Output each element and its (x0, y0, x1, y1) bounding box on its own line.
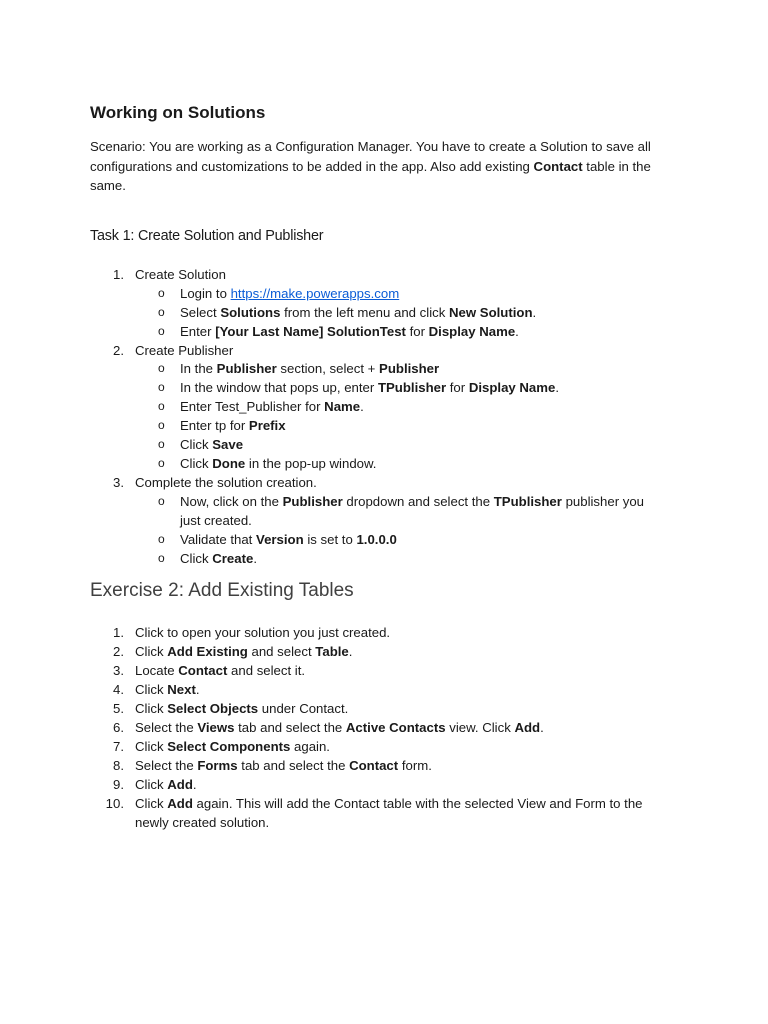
bullet-icon: o (158, 286, 165, 300)
bullet-icon: o (158, 305, 165, 319)
bullet-icon: o (158, 324, 165, 338)
list-number: 1. (113, 267, 124, 282)
list-number: 2. (113, 644, 124, 659)
sub-list-item-continuation: just created. (180, 513, 252, 528)
bullet-icon: o (158, 551, 165, 565)
sub-list-item: In the window that pops up, enter TPublisher for Display Name. (180, 380, 559, 395)
bullet-icon: o (158, 532, 165, 546)
sub-list-item: Validate that Version is set to 1.0.0.0 (180, 532, 397, 547)
list-item: Create Publisher (135, 343, 234, 358)
sub-list-item: Click Done in the pop-up window. (180, 456, 377, 471)
bullet-icon: o (158, 456, 165, 470)
list-number: 9. (113, 777, 124, 792)
scenario-paragraph: Scenario: You are working as a Configuration Manager. You have to create a Solution to save all configurations and customizations to be added in the app. Also add existing Contact table in the same. (90, 139, 651, 193)
sub-list-item: Enter tp for Prefix (180, 418, 286, 433)
list-item: Click Add again. This will add the Contact table with the selected View and Form to the (135, 796, 643, 811)
list-item: Click Select Objects under Contact. (135, 701, 349, 716)
list-item: Click Add Existing and select Table. (135, 644, 353, 659)
list-number: 8. (113, 758, 124, 773)
list-item: Select the Views tab and select the Active Contacts view. Click Add. (135, 720, 544, 735)
list-item: Click to open your solution you just created. (135, 625, 391, 640)
bullet-icon: o (158, 418, 165, 432)
list-number: 2. (113, 343, 124, 358)
list-item: Click Next. (135, 682, 200, 697)
list-number: 7. (113, 739, 124, 754)
list-number: 1. (113, 625, 124, 640)
list-number: 4. (113, 682, 124, 697)
bullet-icon: o (158, 437, 165, 451)
page-title: Working on Solutions (90, 103, 266, 122)
sub-list-item: Enter Test_Publisher for Name. (180, 399, 364, 414)
list-item: Click Select Components again. (135, 739, 330, 754)
list-item: Select the Forms tab and select the Contact form. (135, 758, 432, 773)
list-item: Click Add. (135, 777, 197, 792)
sub-list-item: Click Save (180, 437, 244, 452)
bullet-icon: o (158, 361, 165, 375)
list-number: 10. (105, 796, 124, 811)
list-number: 5. (113, 701, 124, 716)
sub-list-item: In the Publisher section, select + Publisher (180, 361, 440, 376)
sub-list-item: Select Solutions from the left menu and click New Solution. (180, 305, 537, 320)
list-item: Complete the solution creation. (135, 475, 317, 490)
sub-list-item: Enter [Your Last Name] SolutionTest for Display Name. (180, 324, 519, 339)
task1-heading: Task 1: Create Solution and Publisher (90, 228, 324, 244)
list-item-continuation: newly created solution. (135, 815, 270, 830)
bullet-icon: o (158, 399, 165, 413)
list-number: 3. (113, 475, 124, 490)
list-item: Locate Contact and select it. (135, 663, 306, 678)
list-number: 6. (113, 720, 124, 735)
sub-list-item: Click Create. (180, 551, 257, 566)
bullet-icon: o (158, 380, 165, 394)
exercise2-heading: Exercise 2: Add Existing Tables (90, 580, 354, 601)
list-item: Create Solution (135, 267, 226, 282)
powerapps-link[interactable]: https://make.powerapps.com (230, 286, 400, 301)
sub-list-item: Now, click on the Publisher dropdown and select the TPublisher publisher you (180, 494, 645, 509)
list-number: 3. (113, 663, 124, 678)
sub-list-item: Login to https://make.powerapps.com (180, 286, 400, 301)
bullet-icon: o (158, 494, 165, 508)
